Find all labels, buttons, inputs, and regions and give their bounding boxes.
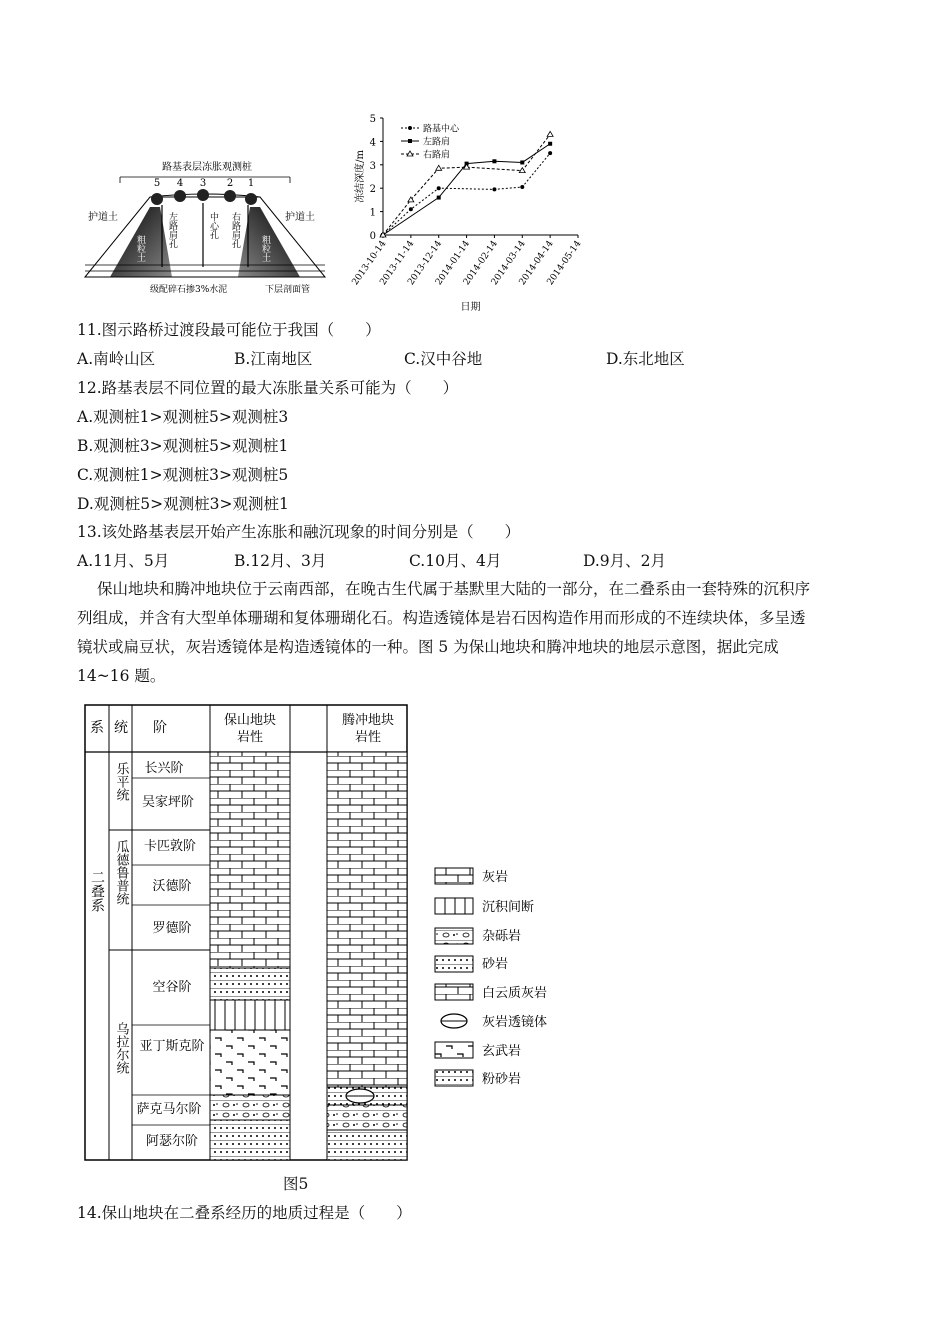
q13-option-d: D.9月、2月 [583,552,667,570]
strata-legend [435,868,547,1087]
y-tick-label: 2 [369,184,376,196]
header-series: 统 [114,720,128,736]
legend-marker [408,126,412,130]
right-fill-label: 粗粒土 [260,235,270,262]
q11-option-b: B.江南地区 [234,350,313,368]
x-tick-label: 2013-12-14 [406,238,445,288]
data-point [409,207,413,211]
question-14-stem: 14.保山地块在二叠系经历的地质过程是（ ） [77,1204,412,1222]
data-point [519,168,525,173]
data-point [547,131,553,136]
right-shoulder-label: 护道土 [285,212,315,223]
data-point [548,151,552,155]
freezing-depth-chart [345,108,595,313]
legend-dolomitic-limestone: 白云质灰岩 [482,986,548,1001]
stage-artinskian: 亚丁斯克阶 [139,1039,205,1054]
y-tick-label: 3 [369,160,376,172]
data-point [520,160,524,164]
passage [77,575,877,691]
legend-hiatus: 沉积间断 [482,900,535,915]
pile-number-4: 4 [176,178,184,189]
baoshan-column [210,752,290,1160]
y-tick-label: 0 [369,231,376,242]
legend-label: 左路肩 [423,137,451,148]
q11-option-c: C.汉中谷地 [404,350,483,368]
stage-wuchiapingian: 吴家坪阶 [141,795,195,810]
x-tick-label: 2014-04-14 [517,238,556,288]
pipe-label: 下层剖面管 [265,285,311,295]
passage-line-2: 列组成，并含有大型单体珊瑚和复体珊瑚化石。构造透镜体是岩石因构造作用而形成的不连续块体，多呈透 [77,609,806,627]
series-leping: 乐平统 [113,762,129,801]
right-hole-label: 右路肩孔 [230,212,240,248]
pile-number-2: 2 [226,178,234,189]
question-13-stem: 13.该处路基表层开始产生冻胀和融沉现象的时间分别是（ ） [77,523,521,541]
legend-conglomerate: 杂砾岩 [482,929,522,944]
data-point [492,159,496,163]
q12-option-d: D.观测桩5>观测桩3>观测桩1 [77,495,289,513]
stage-changhsingian: 长兴阶 [144,761,184,776]
legend-sandstone: 砂岩 [482,957,509,972]
system-label: 二叠系 [89,870,105,912]
passage-line-1: 保山地块和腾冲地块位于云南西部，在晚古生代属于基默里大陆的一部分，在二叠系由一套特殊的沉积序 [97,580,811,598]
stage-capitanian: 卡匹敦阶 [143,839,197,854]
header-baoshan: 保山地块岩性 [223,713,277,745]
series-cisuralian: 乌拉尔统 [113,1022,129,1074]
passage-line-3: 镜状或扁豆状，灰岩透镜体是构造透镜体的一种。图 5 为保山地块和腾冲地块的地层示意图，据此完成 [77,638,779,656]
y-tick-label: 4 [369,137,376,149]
road-cross-section-figure [80,155,330,300]
figure-5-caption: 图5 [283,1175,309,1193]
series-line-2 [383,144,550,235]
q13-option-c: C.10月、4月 [409,552,502,570]
x-tick-label: 2013-10-14 [350,238,389,288]
stage-roadian: 罗德阶 [152,921,192,936]
header-stage: 阶 [153,720,167,736]
data-point [492,187,496,191]
x-tick-label: 2014-03-14 [489,238,528,288]
left-shoulder-label: 护道土 [88,212,118,223]
stage-sakmarian: 萨克马尔阶 [136,1102,202,1117]
q13-option-b: B.12月、3月 [234,552,327,570]
data-point [436,165,442,170]
data-point [437,196,441,200]
strata-diagram [80,700,560,1165]
data-point [437,186,441,190]
pile-number-3: 3 [199,178,207,189]
stage-kungurian: 空谷阶 [152,980,192,995]
x-tick-label: 2013-11-14 [378,238,417,288]
q12-option-b: B.观测桩3>观测桩5>观测桩1 [77,437,289,455]
y-tick-label: 5 [369,114,376,125]
legend-label: 路基中心 [423,124,460,135]
x-axis-label: 日期 [460,302,481,313]
legend-limestone: 灰岩 [482,870,509,885]
stage-asselian: 阿瑟尔阶 [145,1134,199,1149]
question-12-stem: 12.路基表层不同位置的最大冻胀量关系可能为（ ） [77,379,459,397]
passage-line-4: 14~16 题。 [77,667,166,685]
y-axis-label: 冻结深度/m [355,150,366,203]
tengchong-column [327,752,407,1160]
legend-marker [408,139,412,143]
q12-option-c: C.观测桩1>观测桩3>观测桩5 [77,466,289,484]
pile-number-1: 1 [247,178,255,189]
pile-number-5: 5 [153,178,161,189]
pile-title: 路基表层冻胀观测桩 [162,162,252,173]
q12-option-a: A.观测桩1>观测桩5>观测桩3 [77,408,289,426]
data-point [520,185,524,189]
legend-label: 右路肩 [423,150,451,161]
base-label: 级配碎石掺3%水泥 [150,285,228,295]
header-system: 系 [90,720,104,736]
left-hole-label: 左路肩孔 [167,212,177,248]
left-fill-label: 粗粒土 [135,235,145,262]
q11-option-a: A.南岭山区 [77,350,156,368]
series-line-3 [383,134,550,235]
x-tick-label: 2014-02-14 [461,238,500,288]
q13-option-a: A.11月、5月 [77,552,170,570]
header-tengchong: 腾冲地块岩性 [341,713,395,745]
legend-siltstone: 粉砂岩 [482,1072,522,1087]
data-point [548,142,552,146]
q11-option-d: D.东北地区 [606,350,685,368]
y-tick-label: 1 [369,207,376,219]
question-11-stem: 11.图示路桥过渡段最可能位于我国（ ） [77,321,381,339]
legend-limestone-lens: 灰岩透镜体 [482,1015,548,1030]
legend-basalt: 玄武岩 [482,1044,522,1059]
stage-wordian: 沃德阶 [152,879,192,894]
center-hole-label: 中心孔 [208,212,218,239]
x-tick-label: 2014-01-14 [434,238,473,288]
x-tick-label: 2014-05-14 [545,238,584,288]
series-guadalupian: 瓜德鲁普统 [113,840,129,905]
